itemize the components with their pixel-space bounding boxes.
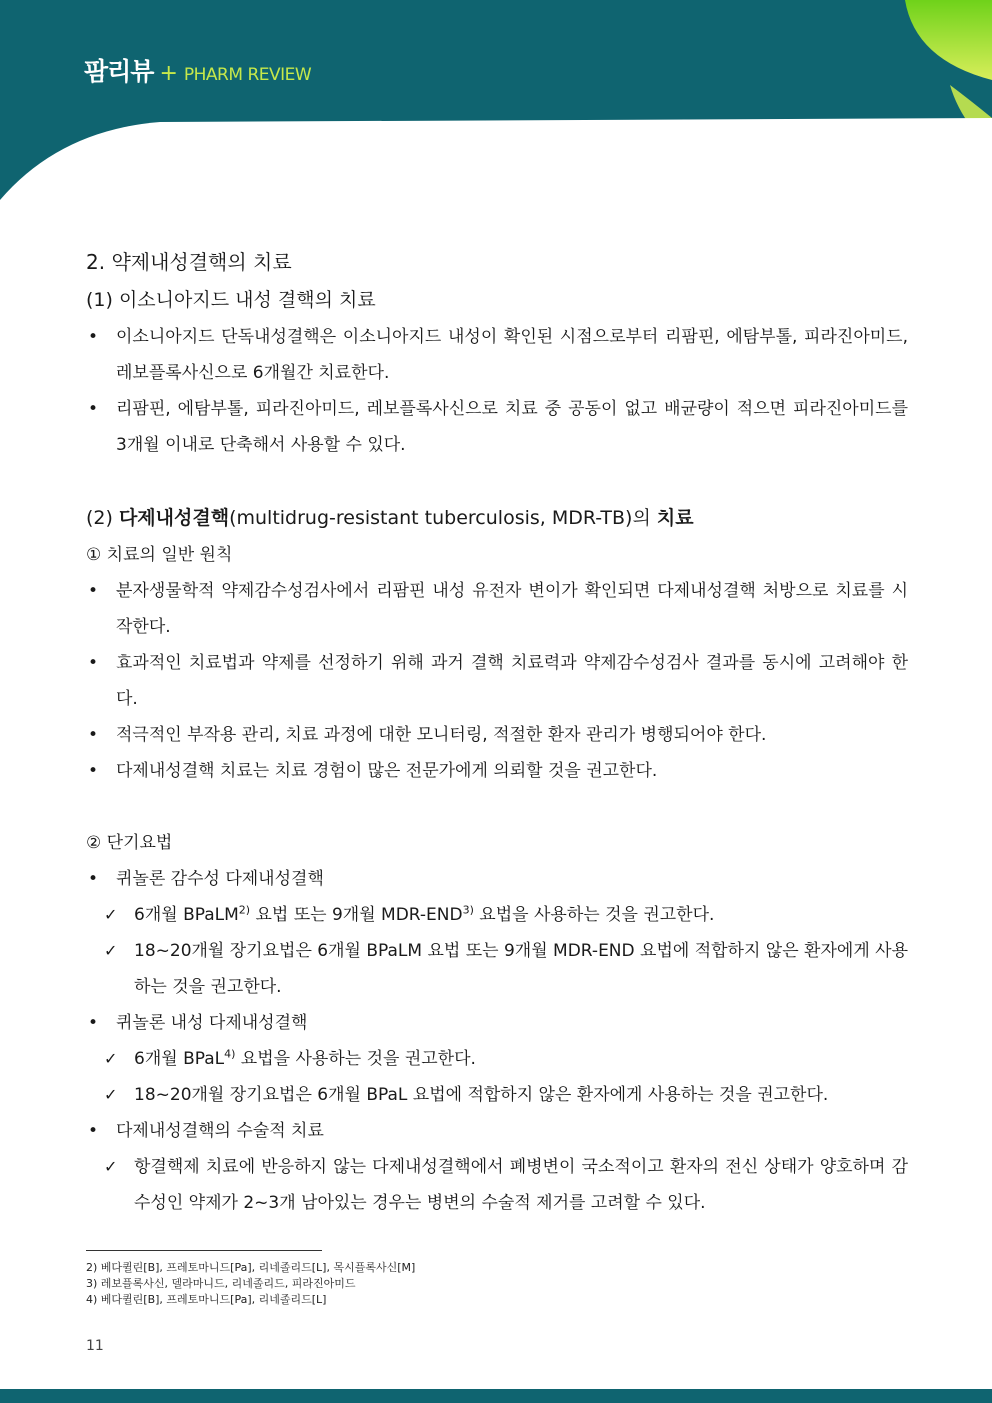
footer-bar xyxy=(0,1389,992,1403)
list-item: • 퀴놀론 내성 다제내성결핵 xyxy=(86,1005,908,1041)
bullet-icon: • xyxy=(88,399,99,419)
list-item: ✓ 18~20개월 장기요법은 6개월 BPaL 요법에 적합하지 않은 환자에게 사용하는 것을 권고한다. xyxy=(104,1077,908,1113)
list-item: • 이소니아지드 단독내성결핵은 이소니아지드 내성이 확인된 시점으로부터 리팜핀, 에탐부톨, 피라진아미드, 레보플록사신으로 6개월간 치료한다. xyxy=(86,319,908,391)
principles-title: ① 치료의 일반 원칙 xyxy=(86,545,233,565)
brand-plus: + xyxy=(159,61,178,86)
short-regimen-list-3 xyxy=(86,1113,908,1149)
bullet-icon: • xyxy=(88,581,99,601)
header-banner xyxy=(0,0,992,230)
subsection-2-title: (2) 다제내성결핵(multidrug-resistant tuberculosis, MDR-TB)의 치료 xyxy=(86,507,694,529)
check-icon: ✓ xyxy=(104,1157,118,1176)
short-regimen-list xyxy=(86,861,908,897)
check-list xyxy=(86,1041,908,1113)
check-list xyxy=(86,1149,908,1221)
list-item: • 리팜핀, 에탐부톨, 피라진아미드, 레보플록사신으로 치료 중 공동이 없고 배균량이 적으면 피라진아미드를 3개월 이내로 단축해서 사용할 수 있다. xyxy=(86,391,908,463)
section-title: 2. 약제내성결핵의 치료 xyxy=(86,250,292,274)
bullet-icon: • xyxy=(88,653,99,673)
page-number: 11 xyxy=(86,1338,104,1354)
bullet-icon: • xyxy=(88,327,99,347)
bullet-icon: • xyxy=(88,761,99,781)
brand-korean: 팜리뷰 xyxy=(84,57,154,86)
list-item: ✓ 18~20개월 장기요법은 6개월 BPaLM 요법 또는 9개월 MDR-END 요법에 적합하지 않은 환자에게 사용하는 것을 권고한다. xyxy=(104,933,908,1005)
footnote: 3) 레보플록사신, 델라마니드, 리네졸리드, 피라진아미드 xyxy=(86,1277,356,1290)
bullet-icon: • xyxy=(88,1013,99,1033)
check-icon: ✓ xyxy=(104,1049,118,1068)
list-item: • 분자생물학적 약제감수성검사에서 리팜핀 내성 유전자 변이가 확인되면 다제내성결핵 처방으로 치료를 시작한다. xyxy=(86,573,908,645)
check-icon: ✓ xyxy=(104,1085,118,1104)
short-regimen-list-2 xyxy=(86,1005,908,1041)
list-item: • 다제내성결핵 치료는 치료 경험이 많은 전문가에게 의뢰할 것을 권고한다. xyxy=(86,753,908,789)
list-item: • 퀴놀론 감수성 다제내성결핵 xyxy=(86,861,908,897)
check-icon: ✓ xyxy=(104,941,118,960)
list-item: ✓ 6개월 BPaLM$^{2)}$ 요법 또는 9개월 MDR-END$^{3)}$ 요법을 사용하는 것을 권고한다. xyxy=(104,897,908,933)
subsection-1-list xyxy=(86,319,908,463)
brand-logo xyxy=(84,52,311,88)
bullet-icon: • xyxy=(88,869,99,889)
list-item: ✓ 항결핵제 치료에 반응하지 않는 다제내성결핵에서 폐병변이 국소적이고 환자의 전신 상태가 양호하며 감수성인 약제가 2~3개 남아있는 경우는 병변의 수술적 제거를 고려할 수 있다. xyxy=(104,1149,908,1221)
short-regimen-title: ② 단기요법 xyxy=(86,833,173,853)
header-background xyxy=(0,0,992,230)
brand-english: PHARM REVIEW xyxy=(183,65,312,85)
bullet-icon: • xyxy=(88,725,99,745)
subsection-1-title: (1) 이소니아지드 내성 결핵의 치료 xyxy=(86,289,376,311)
footnote: 4) 베다퀼린[B], 프레토마니드[Pa], 리네졸리드[L] xyxy=(86,1293,327,1306)
list-item: ✓ 6개월 BPaL$^{4)}$ 요법을 사용하는 것을 권고한다. xyxy=(104,1041,908,1077)
list-item: • 적극적인 부작용 관리, 치료 과정에 대한 모니터링, 적절한 환자 관리가 병행되어야 한다. xyxy=(86,717,908,753)
list-item: • 다제내성결핵의 수술적 치료 xyxy=(86,1113,908,1149)
footnote: 2) 베다퀼린[B], 프레토마니드[Pa], 리네졸리드[L], 목시플록사신[M] xyxy=(86,1261,416,1274)
principles-list xyxy=(86,573,908,789)
footnote-divider xyxy=(86,1250,322,1251)
check-list xyxy=(86,897,908,1005)
list-item: • 효과적인 치료법과 약제를 선정하기 위해 과거 결핵 치료력과 약제감수성검사 결과를 동시에 고려해야 한다. xyxy=(86,645,908,717)
check-icon: ✓ xyxy=(104,905,118,924)
footnotes xyxy=(86,1260,415,1308)
main-content xyxy=(86,243,908,1221)
bullet-icon: • xyxy=(88,1121,99,1141)
